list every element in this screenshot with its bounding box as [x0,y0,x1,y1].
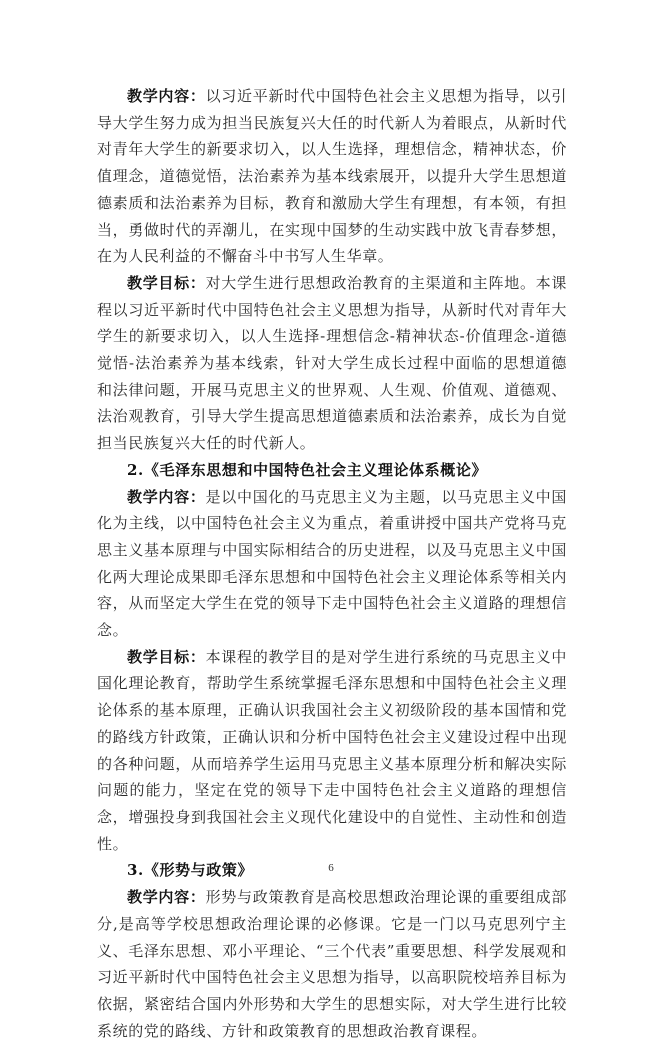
text-content: 以习近平新时代中国特色社会主义思想为指导，以引导大学生努力成为担当民族复兴大任的时代新人为着眼点，从新时代对青年大学生的新要求切入，以人生选择，理想信念，精神状态，价值理念，道德觉悟，法治素养为基本线索展开，以提升大学生思想道德素质和法治素养为目标，教育和激励大学生有理想，有本领，有担当，勇做时代的弄潮儿，在实现中国梦的生动实践中放飞青春梦想，在为人民利益的不懈奋斗中书写人生华章。 [97,87,567,266]
heading-course2: 2.《毛泽东思想和中国特色社会主义理论体系概论》 [127,460,488,479]
page-number: 6 [328,862,334,874]
text-goal: 对大学生进行思想政治教育的主渠道和主阵地。本课程以习近平新时代中国特色社会主义思想为指导，从新时代对青年大学生的新要求切入，以人生选择-理想信念-精神状态-价值理念-道德觉悟-法治素养为基本线索，针对大学生成长过程中面临的思想道德和法律问题，开展马克思主义的世界观、人生观、价值观、道德观、法治观教育，引导大学生提高思想道德素质和法治素养，成长为自觉担当民族复兴大任的时代新人。 [97,273,567,453]
label-content: 教学内容： [127,888,206,907]
paragraph-course2-content [97,484,567,644]
document-body [97,83,567,1044]
paragraph-course1-content [97,83,567,270]
label-content: 教学内容： [127,87,206,105]
text-content: 形势与政策教育是高校思想政治理论课的重要组成部分,是高等学校思想政治理论课的必修课。它是一门以马克思列宁主义、毛泽东思想、邓小平理论、“三个代表”重要思想、科学发展观和习近平新时代中国特色社会主义思想为指导，以高职院校培养目标为依据，紧密结合国内外形势和大学生的思想实际，对大学生进行比较系统的党的路线、方针和政策教育的思想政治教育课程。 [97,888,567,1040]
text-content: 是以中国化的马克思主义为主题，以马克思主义中国化为主线，以中国特色社会主义为重点，着重讲授中国共产党将马克思主义基本原理与中国实际相结合的历史进程，以及马克思主义中国化两大理论成果即毛泽东思想和中国特色社会主义理论体系等相关内容，从而坚定大学生在党的领导下走中国特色社会主义道路的理想信念。 [97,487,567,640]
paragraph-course2-goal [97,644,567,858]
label-goal: 教学目标： [127,273,206,292]
paragraph-course3-content [97,884,567,1044]
label-content: 教学内容： [127,487,206,506]
heading-course3: 3.《形势与政策》 [127,861,254,880]
paragraph-course1-goal [97,270,567,457]
text-goal: 本课程的教学目的是对学生进行系统的马克思主义中国化理论教育，帮助学生系统掌握毛泽东思想和中国特色社会主义理论体系的基本原理，正确认识我国社会主义初级阶段的基本国情和党的路线方针政策，正确认识和分析中国特色社会主义建设过程中出现的各种问题，从而培养学生运用马克思主义基本原理分析和解决实际问题的能力，坚定在党的领导下走中国特色社会主义道路的理想信念，增强投身到我国社会主义现代化建设中的自觉性、主动性和创造性。 [97,647,567,853]
label-goal: 教学目标： [127,647,206,666]
